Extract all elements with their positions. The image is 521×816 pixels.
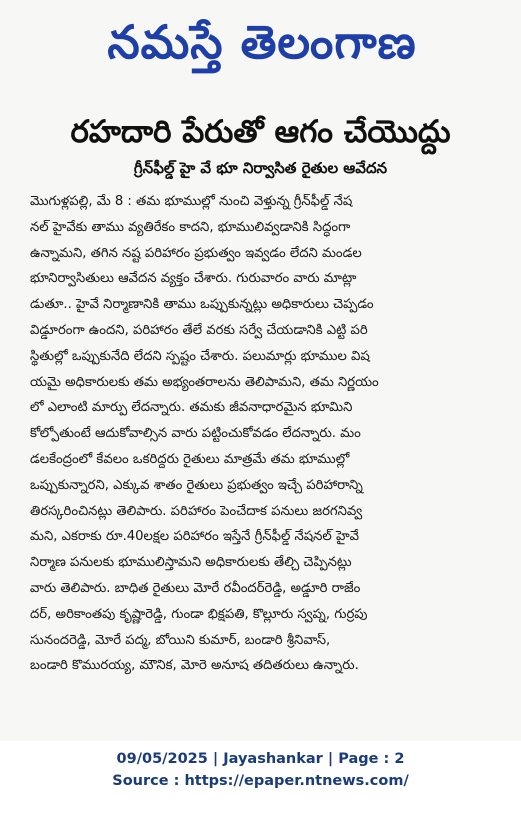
masthead-title: నమస్తే తెలంగాణ <box>107 15 417 69</box>
clipping-footer <box>0 748 521 792</box>
footer-date-edition: 09/05/2025 | Jayashankar | Page : 2 <box>116 751 405 767</box>
article-body-line: ఉన్నామని, తగిన నష్ట పరిహారం ప్రభుత్వం ఇవ్వడం లేదని మండల <box>30 245 362 261</box>
article-body-line: కోల్పోతుంటే ఆదుకోవాల్సిన వారు పట్టించుకోవడం లేదన్నారు. మం <box>30 426 361 442</box>
footer-source: Source : https://epaper.ntnews.com/ <box>112 773 409 789</box>
article-body-line: ఒప్పుకున్నారని, ఎక్కువ శాతం రైతులు ప్రభుత్వం ఇచ్చే పరిహారాన్ని <box>30 477 363 493</box>
article-body-line: వారు తెలిపారు. బాధిత రైతులు మోరే రవీందర్‌రెడ్డి, అడ్డూరి రాజేం <box>30 580 361 596</box>
article-subheadline: గ్రీన్‌ఫీల్డ్ హై వే భూ నిర్వాసిత రైతుల ఆవేదన <box>133 159 388 177</box>
article-headline: రహదారి పేరుతో ఆగం చేయొద్దు <box>70 114 451 150</box>
article-body-line: యమై అధికారులకు తమ అభ్యంతరాలను తెలిపామని, తమ నిర్ణయం <box>30 374 379 390</box>
article-body-line: విడ్డూరంగా ఉందని, పరిహారం తేలే వరకు సర్వే చేయడానికి ఎట్టి పరి <box>30 322 368 338</box>
article-body-line: మని, ఎకరాకు రూ.40లక్షల పరిహారం ఇస్తేనే గ్రీన్‌ఫీల్డ్ నేషనల్ హైవే <box>30 529 359 545</box>
cropped-previous-text <box>0 96 521 106</box>
article-body-line: తిరస్కరించినట్లు తెలిపారు. పరిహారం పెంచేదాక పనులు జరగనివ్వ <box>30 503 363 519</box>
article-body-line: డుతూ.. హైవే నిర్మాణానికి తాము ఒప్పుకున్నట్లు అధికారులు చెప్పడం <box>30 297 374 313</box>
cropped-next-article <box>0 718 521 741</box>
article-body-line: డలకేంద్రంలో కేవలం ఒకరిద్దరు రైతులు మాత్రమే తమ భూముల్లో <box>30 451 350 467</box>
article-body-line: నిర్మాణ పనులకు భూములిస్తామని అధికారులకు తేల్చి చెప్పినట్లు <box>30 555 352 571</box>
article-body-line: దర్, అరికాంతపు కృష్ణారెడ్డి, గుండా భిక్షపతి, కొల్లూరు స్వప్న, గుర్రపు <box>30 606 368 622</box>
article-body-line: స్థితుల్లో ఒప్పుకునేది లేదని స్పష్టం చేశారు. పలుమార్లు భూముల విష <box>30 348 370 364</box>
article-body <box>30 189 500 679</box>
article-body-line: మొగుళ్లపల్లి, మే 8 : తమ భూముల్లో నుంచి వెళ్తున్న గ్రీన్‌ఫీల్డ్ నేష <box>30 194 353 209</box>
article-body-line: లో ఎలాంటి మార్పు లేదన్నారు. తమకు జీవనాధారమైన భూమిని <box>30 400 353 416</box>
article-body-line: భూనిర్వాసితులు ఆవేదన వ్యక్తం చేశారు. గురువారం వారు మాట్లా <box>30 271 357 287</box>
article-body-line: నల్ హైవేకు తాము వ్యతిరేకం కాదని, భూములివ్వడానికి సిద్ధంగా <box>30 219 351 235</box>
article-body-line: బండారి కొమురయ్య, మౌనిక, మోరె అనూష తదితరులు ఉన్నారు. <box>30 658 359 674</box>
masthead <box>62 8 462 88</box>
article-body-line: సునందరెడ్డి, మోరే పద్మ, బోయిని కుమార్, బండారి శ్రీనివాస్, <box>30 632 331 648</box>
